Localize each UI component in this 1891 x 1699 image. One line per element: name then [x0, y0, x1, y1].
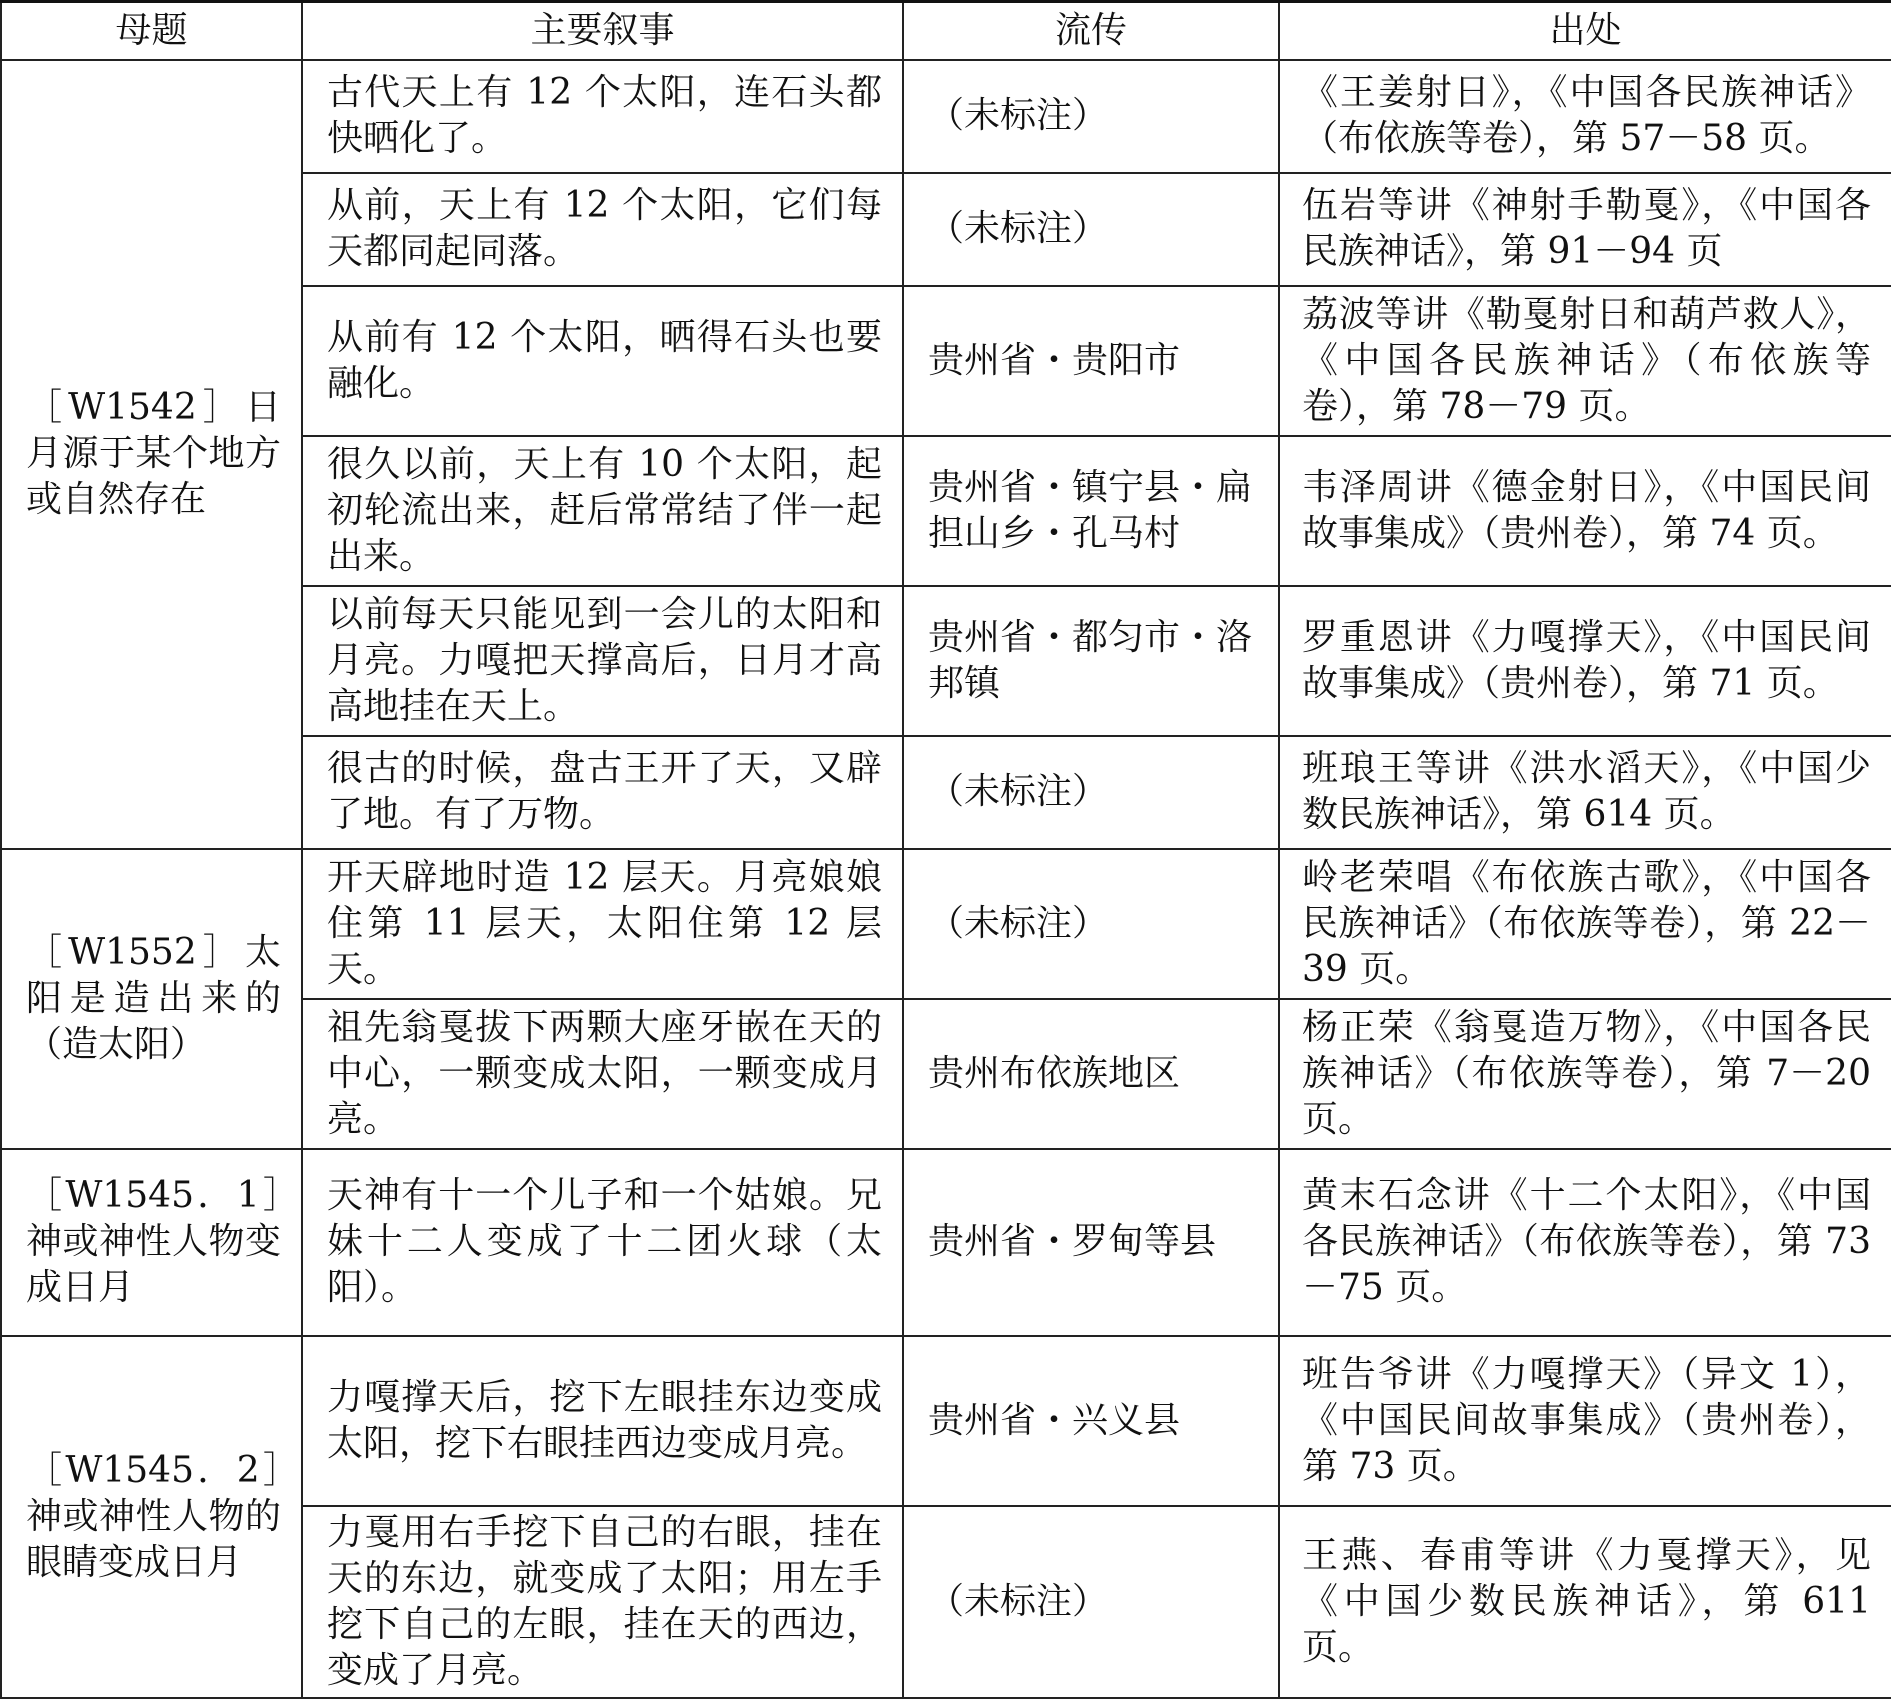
source-cell: 杨正荣《翁戛造万物》，《中国各民族神话》（布依族等卷），第 7－20 页。 — [1279, 999, 1891, 1149]
table-row — [1, 1149, 1891, 1336]
narrative-cell: 开天辟地时造 12 层天。月亮娘娘住第 11 层天，太阳住第 12 层天。 — [302, 849, 903, 999]
header-region: 流传 — [903, 2, 1279, 60]
source-cell: 黄末石念讲《十二个太阳》，《中国各民族神话》（布依族等卷），第 73－75 页。 — [1279, 1149, 1891, 1336]
narrative-cell: 古代天上有 12 个太阳，连石头都快晒化了。 — [302, 60, 903, 173]
motif-cell: ［W1552］太阳是造出来的（造太阳） — [1, 849, 302, 1149]
region-cell: （未标注） — [903, 736, 1279, 849]
source-cell: 岭老荣唱《布依族古歌》，《中国各民族神话》（布依族等卷），第 22－39 页。 — [1279, 849, 1891, 999]
header-narrative: 主要叙事 — [302, 2, 903, 60]
source-cell: 韦泽周讲《德金射日》，《中国民间故事集成》（贵州卷），第 74 页。 — [1279, 436, 1891, 586]
source-cell: 班告爷讲《力嘎撑天》（异文 1），《中国民间故事集成》（贵州卷），第 73 页。 — [1279, 1336, 1891, 1506]
header-row — [1, 2, 1891, 60]
table-header — [1, 2, 1891, 60]
region-cell: （未标注） — [903, 849, 1279, 999]
source-cell: 罗重恩讲《力嘎撑天》，《中国民间故事集成》（贵州卷），第 71 页。 — [1279, 586, 1891, 736]
region-cell: 贵州省・罗甸等县 — [903, 1149, 1279, 1336]
motif-cell: ［W1545．2］神或神性人物的眼睛变成日月 — [1, 1336, 302, 1698]
table-body — [1, 60, 1891, 1698]
narrative-cell: 从前有 12 个太阳，晒得石头也要融化。 — [302, 286, 903, 436]
motif-cell: ［W1542］日月源于某个地方或自然存在 — [1, 60, 302, 849]
region-cell: 贵州省・兴义县 — [903, 1336, 1279, 1506]
table-row — [1, 849, 1891, 999]
narrative-cell: 以前每天只能见到一会儿的太阳和月亮。力嘎把天撑高后，日月才高高地挂在天上。 — [302, 586, 903, 736]
source-cell: 荔波等讲《勒戛射日和葫芦救人》，《中国各民族神话》（布依族等卷），第 78－79 页。 — [1279, 286, 1891, 436]
narrative-cell: 很古的时候，盘古王开了天，又辟了地。有了万物。 — [302, 736, 903, 849]
region-cell: 贵州省・镇宁县・扁担山乡・孔马村 — [903, 436, 1279, 586]
source-cell: 班琅王等讲《洪水滔天》，《中国少数民族神话》，第 614 页。 — [1279, 736, 1891, 849]
motif-cell: ［W1545．1］神或神性人物变成日月 — [1, 1149, 302, 1336]
region-cell: 贵州省・都匀市・洛邦镇 — [903, 586, 1279, 736]
region-cell: 贵州省・贵阳市 — [903, 286, 1279, 436]
narrative-cell: 祖先翁戛拔下两颗大座牙嵌在天的中心，一颗变成太阳，一颗变成月亮。 — [302, 999, 903, 1149]
narrative-cell: 很久以前，天上有 10 个太阳，起初轮流出来，赶后常常结了伴一起出来。 — [302, 436, 903, 586]
region-cell: （未标注） — [903, 60, 1279, 173]
source-cell: 王燕、春甫等讲《力戛撑天》，见《中国少数民族神话》，第 611 页。 — [1279, 1506, 1891, 1698]
narrative-cell: 力嘎撑天后，挖下左眼挂东边变成太阳，挖下右眼挂西边变成月亮。 — [302, 1336, 903, 1506]
source-cell: 伍岩等讲《神射手勒戛》，《中国各民族神话》，第 91－94 页 — [1279, 173, 1891, 286]
header-source: 出处 — [1279, 2, 1891, 60]
narrative-cell: 从前，天上有 12 个太阳，它们每天都同起同落。 — [302, 173, 903, 286]
narrative-cell: 力戛用右手挖下自己的右眼，挂在天的东边，就变成了太阳；用左手挖下自己的左眼，挂在天的西边，变成了月亮。 — [302, 1506, 903, 1698]
region-cell: 贵州布依族地区 — [903, 999, 1279, 1149]
region-cell: （未标注） — [903, 173, 1279, 286]
table-row — [1, 60, 1891, 173]
table-row — [1, 1336, 1891, 1506]
region-cell: （未标注） — [903, 1506, 1279, 1698]
narrative-cell: 天神有十一个儿子和一个姑娘。兄妹十二人变成了十二团火球（太阳）。 — [302, 1149, 903, 1336]
source-cell: 《王姜射日》，《中国各民族神话》（布依族等卷），第 57－58 页。 — [1279, 60, 1891, 173]
header-motif: 母题 — [1, 2, 302, 60]
